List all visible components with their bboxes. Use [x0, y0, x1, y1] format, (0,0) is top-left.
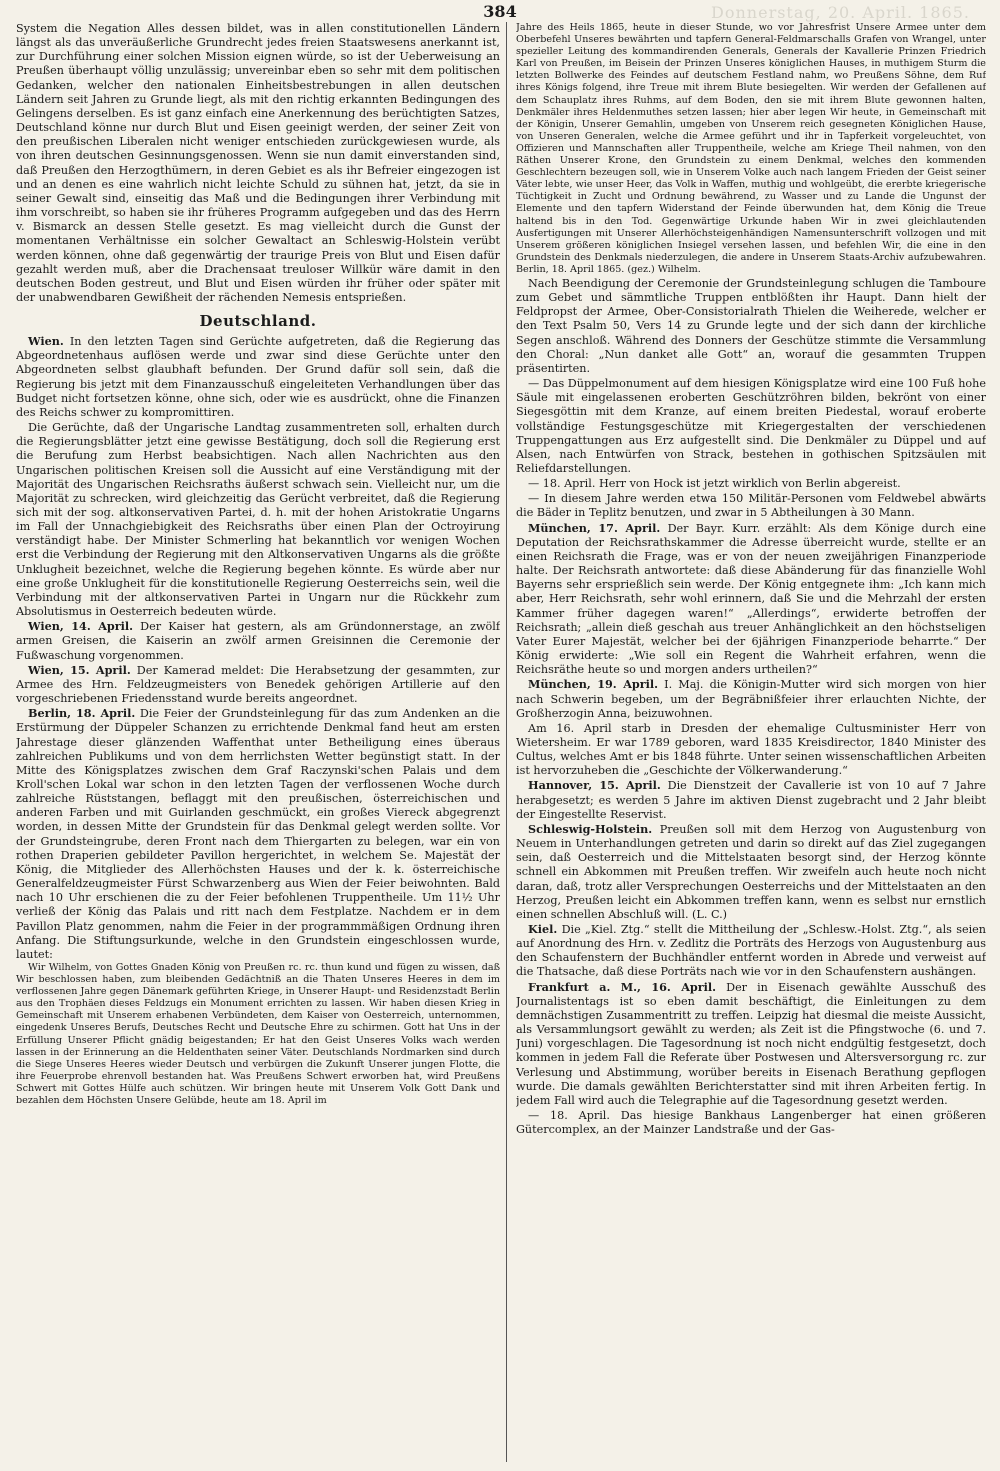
news-item — [16, 334, 500, 420]
news-text: Nach Beendigung der Ceremonie der Grundsteinlegung schlugen die Tamboure zum Gebet und sämmtliche Truppen entblößten ihr Haupt. Dann hielt der Feldpropst der Armee, Ober-Consistorialrath Thielen die Weiherede, welcher er den Text Psalm 50, Vers 14 zu Grunde legte und der sich dann der kirchliche Segen anschloß. Während des Donners der Geschütze stimmte die Versammlung den Choral: „Nun danket alle Gott“ an, worauf die gesammten Truppen präsentirten. — [516, 276, 986, 375]
news-item — [516, 521, 986, 678]
article-paragraph: System die Negation Alles dessen bildet, was in allen constitutionellen Ländern längst als das unveräußerliche Grundrecht jedes freien Staatswesens anerkannt ist, zur Durchführung einer solchen Mission eignen würde, so ist der Ueberweisung an Preußen überhaupt völlig unzulässig; unvereinbar eben so sehr mit dem politischen Gedanken, welcher den nationalen Einheitsbestrebungen in allen deutschen Ländern seit Jahren zu Grunde liegt, als mit den richtig erkannten Bedingungen des Gelingens derselben. Es ist ganz einfach eine Anerkennung des berüchtigten Satzes, Deutschland könne nur durch Blut und Eisen geeinigt werden, der seiner Zeit von den preußischen Liberalen nicht weniger entschieden zurückgewiesen wurde, als von ihren deutschen Gesinnungsgenossen. Wenn sie nun damit einverstanden sind, daß Preußen den Herzogthümern, in deren Gebiet es als ihr Befreier eingezogen ist und an denen es eine wahrlich nicht leichte Schuld zu sühnen hat, jetzt, da sie in seiner Gewalt sind, einseitig das Maß und die Bedingungen ihrer Verbindung mit ihm vorschreibt, so haben sie ihr früheres Programm aufgegeben und das des Herrn v. Bismarck an dessen Stelle gesetzt. Es mag vielleicht durch die Gunst der momentanen Verhältnisse ein solcher Gewaltact an Schleswig-Holstein verübt werden können, ohne daß gegenwärtig der traurige Preis von Blut und Eisen dafür gezahlt werden muß, aber die Drachensaat treuloser Willkür wäre damit in den deutschen Boden gestreut, und Blut und Eisen würden ihr früher oder später mit der unabwendbaren Gewißheit der rächenden Nemesis entsprießen. — [16, 22, 500, 304]
section-heading: Deutschland. — [199, 312, 317, 331]
news-text: Der in Eisenach gewählte Ausschuß des Journalistentags ist so eben damit beschäftigt, die Einleitungen zu dem demnächstigen Zusammentritt zu treffen. Leipzig hat diesmal die meiste Aussicht, als Versammlungsort gewählt zu werden; als Zeit ist die Pfingstwoche (6. und 7. Juni) vorgeschlagen. Die Tagesordnung ist noch nicht endgültig festgesetzt, doch kommen in jedem Fall die Referate über Postwesen und Altersversorgung rc. zur Verlesung und Abstimmung, worüber bereits in Eisenach Berathung gepflogen wurde. Die damals gewählten Berichterstatter sind mit ihren Arbeiten fertig. In jedem Fall wird auch die Telegraphie auf die Tagesordnung gesetzt werden. — [516, 980, 986, 1107]
news-item — [516, 491, 986, 520]
news-item — [16, 420, 500, 619]
dateline: Schleswig-Holstein. — [528, 821, 653, 836]
bleed-through-header: Donnerstag, 20. April. 1865. — [711, 3, 970, 22]
news-text: Die Feier der Grundsteinlegung für das zum Andenken an die Erstürmung der Düppeler Schanzen zu errichtende Denkmal fand heut am ersten Jahrestage dieser glänzenden Waffenthat unter Betheiligung eines überaus zahlreichen Publikums und von dem herrlichsten Wetter begünstigt statt. In der Mitte des Königsplatzes zwischen dem Graf Raczynski'schen Palais und dem Kroll'schen Lokal war schon in den letzten Tagen der verflossenen Woche durch zahlreiche Rüststangen, beflaggt mit den preußischen, österreichischen und anderen Farben und mit Guirlanden geschmückt, ein großes Viereck abgegrenzt worden, in dessen Mitte der Grundstein für das Denkmal gelegt werden sollte. Vor der Grundsteingrube, deren Front nach dem Thiergarten zu belegen, war ein von rothen Draperien gebildeter Pavillon hergerichtet, in welchem Se. Majestät der König, die Mitglieder des Allerhöchsten Hauses und der k. k. österreichische Generalfeldzeugmeister Fürst Schwarzenberg aus Wien der Feier beiwohnten. Bald nach 10 Uhr erschienen die zu der Feier befohlenen Truppentheile. Um 11½ Uhr verließ der König das Palais und ritt nach dem Festplatze. Nachdem er in dem Pavillon Platz genommen, nahm die Feier in der programmmäßigen Ordnung ihren Anfang. Die Stiftungsurkunde, welche in den Grundstein eingeschlossen wurde, lautet: — [16, 707, 500, 961]
news-text: Der Bayr. Kurr. erzählt: Als dem Könige durch eine Deputation der Reichsrathskammer die Adresse überreicht wurde, stellte er an einen Reichsrath die Frage, was er von der neuen zweijährigen Finanzperiode halte. Der Reichsrath antwortete: daß diese Abänderung für das finanzielle Wohl Bayerns sehr ersprießlich sein werde. Der König entgegnete ihm: „Ich kann mich aber, Herr Reichsrath, sehr wohl erinnern, daß Sie und die Mehrzahl der ersten Kammer früher dagegen waren!“ „Allerdings“, erwiderte betroffen der Reichsrath; „allein dieß geschah aus treuer Anhänglichkeit an den höchstseligen Vater Eurer Majestät, welcher bei der 6jährigen Finanzperiode beharrte.“ Der König erwiderte: „Wie soll ein Regent die Wahrheit erfahren, wenn die Reichsräthe heute so und morgen anders urtheilen?“ — [516, 521, 986, 677]
news-item — [16, 663, 500, 706]
news-item — [516, 822, 986, 922]
news-item — [516, 980, 986, 1108]
news-text: Der Kaiser hat gestern, als am Gründonnerstage, an zwölf armen Greisen, die Kaiserin an zwölf armen Greisinnen die Ceremonie der Fußwaschung vorgenommen. — [16, 620, 500, 662]
news-item — [516, 1108, 986, 1137]
dateline: Hannover, 15. April. — [528, 778, 661, 793]
right-column — [516, 22, 986, 1462]
charter-continuation: Jahre des Heils 1865, heute in dieser Stunde, wo vor Jahresfrist Unsere Armee unter dem Oberbefehl Unseres bewährten und tapfern General-Feldmarschalls Grafen von Wrangel, unter spezieller Leitung des kommandirenden Generals, Generals der Kavallerie Prinzen Friedrich Karl von Preußen, im Beisein der Prinzen Unseres königlichen Hauses, in muthigem Sturm die letzten Bollwerke des Feindes auf deutschem Festland nahm, wo Preußens Söhne, dem Ruf ihres Königs folgend, ihre Treue mit ihrem Blute besiegelten. Wir werden der Gefallenen auf dem Schauplatz ihres Ruhms, auf dem Boden, den sie mit ihrem Blute gewonnen halten, Denkmäler ihres Heldenmuthes setzen lassen; hier aber legen Wir heute, in Gemeinschaft mit der Königin, Unserer Gemahlin, umgeben von Unserem reich gesegneten Königlichen Hause, von Unseren Generalen, welche die Armee geführt und ihr in Tapferkeit vorgeleuchtet, von Offizieren und Mannschaften aller Truppentheile, welche am Kriege Theil nahmen, von den Räthen Unserer Krone, den Grundstein zu einem Denkmal, welches den kommenden Geschlechtern bezeugen soll, wie in Unserem Volke auch nach langem Frieden der Geist seiner Väter lebte, wie unser Heer, das Volk in Waffen, muthig und wohlgeübt, die ererbte kriegerische Tüchtigkeit in Zucht und Ordnung bewährend, zu Wasser und zu Lande die Ungunst der Elemente und den tapfern Widerstand der Feinde überwunden hat, dem König die Treue haltend bis in den Tod. Gegenwärtige Urkunde haben Wir in zwei gleichlautenden Ausfertigungen mit Unserer Allerhöchsteigenhändigen Namensunterschrift vollzogen und mit Unserem größeren königlichen Insiegel versehen lassen, und befehlen Wir, die eine in den Grundstein des Denkmals niederzulegen, die andere in Unserem Staats-Archiv aufzubewahren. Berlin, 18. April 1865. (gez.) Wilhelm. — [516, 22, 986, 275]
news-text: I. Maj. die Königin-Mutter wird sich morgen von hier nach Schwerin begeben, um der Begräbnißfeier ihrer erlauchten Nichte, der Großherzogin Anna, beizuwohnen. — [516, 678, 986, 720]
news-item — [16, 706, 500, 962]
left-column — [16, 22, 500, 1462]
news-text: Die Dienstzeit der Cavallerie ist von 10 auf 7 Jahre herabgesetzt; es werden 5 Jahre im aktiven Dienst zugebracht und 2 Jahr bleibt der Eingestellte Reservist. — [516, 779, 986, 821]
dateline: Frankfurt a. M., 16. April. — [528, 979, 717, 994]
news-item — [516, 476, 986, 491]
news-text: In den letzten Tagen sind Gerüchte aufgetreten, daß die Regierung das Abgeordnetenhaus auflösen werde und zwar sind diese Gerüchte unter den Abgeordneten selbst glaubhaft befunden. Der Grund dafür soll sein, daß die Regierung bis jetzt mit dem Finanzausschuß eingeleiteten Verhandlungen über das Budget nicht fortsetzen könne, ohne sich, oder wie es ausdrückt, ohne die Finanzen des Reichs schwer zu kompromittiren. — [16, 335, 500, 419]
news-item — [516, 721, 986, 779]
news-text: Preußen soll mit dem Herzog von Augustenburg von Neuem in Unterhandlungen getreten und darin so direkt auf das Ziel zugegangen sein, daß Oesterreich und die Mittelstaaten besorgt sind, der Herzog könnte schnell ein Abkommen mit Preußen treffen. Wir zweifeln auch heute noch nicht daran, daß, trotz aller Versprechungen Oesterreichs und der Mittelstaaten an den Herzog, Preußen leicht ein Abkommen treffen kann, wenn es selbst nur ernstlich einen schnellen Abschluß will. (L. C.) — [516, 822, 986, 921]
news-item — [16, 619, 500, 662]
dateline: München, 17. April. — [528, 520, 661, 535]
column-rule — [506, 22, 507, 1462]
news-text: — Das Düppelmonument auf dem hiesigen Königsplatze wird eine 100 Fuß hohe Säule mit eingelassenen eroberten Geschützröhren bilden, bekrönt von einer Siegesgöttin mit dem Kranze, auf einem breiten Piedestal, worauf eroberte vollständige Festungsgeschütze mit Kriegergestalten der verschiedenen Truppengattungen aus Erz aufgestellt sind. Die Denkmäler zu Düppel und auf Alsen, nach Entwürfen von Strack, bestehen in gothischen Spitzsäulen mit Reliefdarstellungen. — [516, 377, 986, 475]
charter-text: Wir Wilhelm, von Gottes Gnaden König von Preußen rc. rc. thun kund und fügen zu wissen, daß Wir beschlossen haben, zum bleibenden Gedächtniß an die Thaten Unseres Heeres in dem im verflossenen Jahre gegen Dänemark geführten Kriege, in Unserer Haupt- und Residenzstadt Berlin aus den Trophäen dieses Feldzugs ein Monument errichten zu lassen. Wir haben diesen Krieg in Gemeinschaft mit Unserem erhabenen Verbündeten, dem Kaiser von Oesterreich, unternommen, eingedenk Unseres Berufs, Deutsches Recht und Deutsche Ehre zu schirmen. Gott hat Uns in der Erfüllung Unserer Pflicht gnädig beigestanden; Er hat den Geist Unseres Volks wach werden lassen in der Erinnerung an die Heldenthaten seiner Väter. Deutschlands Nordmarken sind durch die Siege Unseres Heeres wieder Deutsch und verbürgen die Zukunft Unserer jungen Flotte, die ihre Feuerprobe ehrenvoll bestanden hat. Was Preußens Schwert erworben hat, wird Preußens Schwert mit Gottes Hülfe auch schützen. Wir bringen heute mit Unserem Volk Gott Dank und bezahlen dem Höchsten Unsere Gelübde, heute am 18. April im — [16, 962, 500, 1107]
page-number: 384 — [483, 2, 517, 21]
news-text: Der Kamerad meldet: Die Herabsetzung der gesammten, zur Armee des Hrn. Feldzeugmeisters von Benedek gehörigen Artillerie auf den vorgeschriebenen Friedensstand wurde bereits angeordnet. — [16, 663, 500, 706]
news-item — [516, 376, 986, 476]
dateline: Wien. — [28, 334, 64, 349]
dateline: Wien, 14. April. — [28, 619, 133, 634]
news-text: — In diesem Jahre werden etwa 150 Militär-Personen vom Feldwebel abwärts die Bäder in Teplitz benutzen, und zwar in 5 Abtheilungen à 30 Mann. — [516, 492, 986, 520]
news-text: — 18. April. Herr von Hock ist jetzt wirklich von Berlin abgereist. — [528, 477, 901, 491]
news-item — [516, 778, 986, 821]
news-text: Die „Kiel. Ztg.“ stellt die Mittheilung der „Schlesw.-Holst. Ztg.“, als seien auf Anordnung des Hrn. v. Zedlitz die Porträts des Herzogs von Augustenburg aus den Schaufenstern der Buchhändler entfernt worden in Abrede und verweist auf die Thatsache, daß diese Porträts nach wie vor in den Schaufenstern aushängen. — [516, 923, 986, 979]
dateline: Wien, 15. April. — [28, 662, 131, 677]
news-text: Die Gerüchte, daß der Ungarische Landtag zusammentreten soll, erhalten durch die Regierungsblätter jetzt eine gewisse Bestätigung, doch soll die Regierung erst die Berufung zum Herbst beabsichtigen. Nach allen Nachrichten aus den Ungarischen politischen Kreisen soll die Aussicht auf eine Verständigung mit der Majorität des Ungarischen Reichsraths äußerst schwach sein. Vielleicht nur, um die Majorität zu schrecken, wird gleichzeitig das Gerücht verbreitet, daß die Regierung sich mit der sog. altkonservativen Partei, d. h. mit der hohen Aristokratie Ungarns im Fall der Unnachgiebigkeit des Reichsraths über einen Plan der Octroyirung verständigt habe. Der Minister Schmerling hat bekanntlich vor wenigen Wochen erst die Verbindung der Regierung mit den Altkonservativen Ungarns als die größte Unklugheit bezeichnet, welche die Regierung begehen könnte. Es würde aber nur eine große Unklugheit für die konstitutionelle Regierung Oesterreichs sein, weil die Verbindung mit der altkonservativen Partei in Ungarn nur die Rückkehr zum Absolutismus in Oesterreich bedeuten würde. — [16, 421, 500, 619]
page-header — [0, 0, 1000, 22]
news-text: — 18. April. Das hiesige Bankhaus Langenberger hat einen größeren Gütercomplex, an der Mainzer Landstraße und der Gas- — [516, 1109, 986, 1137]
news-item — [516, 922, 986, 980]
dateline: Kiel. — [528, 922, 558, 936]
dateline: München, 19. April. — [528, 677, 658, 692]
news-item — [516, 276, 986, 376]
news-item — [516, 677, 986, 720]
news-text: Am 16. April starb in Dresden der ehemalige Cultusminister Herr von Wietersheim. Er war 1789 geboren, ward 1835 Kreisdirector, 1840 Minister des Cultus, welches Amt er bis 1848 führte. Unter seinen wissenschaftlichen Arbeiten ist hervorzuheben die „Geschichte der Völkerwanderung.“ — [516, 721, 986, 778]
dateline: Berlin, 18. April. — [28, 706, 136, 721]
